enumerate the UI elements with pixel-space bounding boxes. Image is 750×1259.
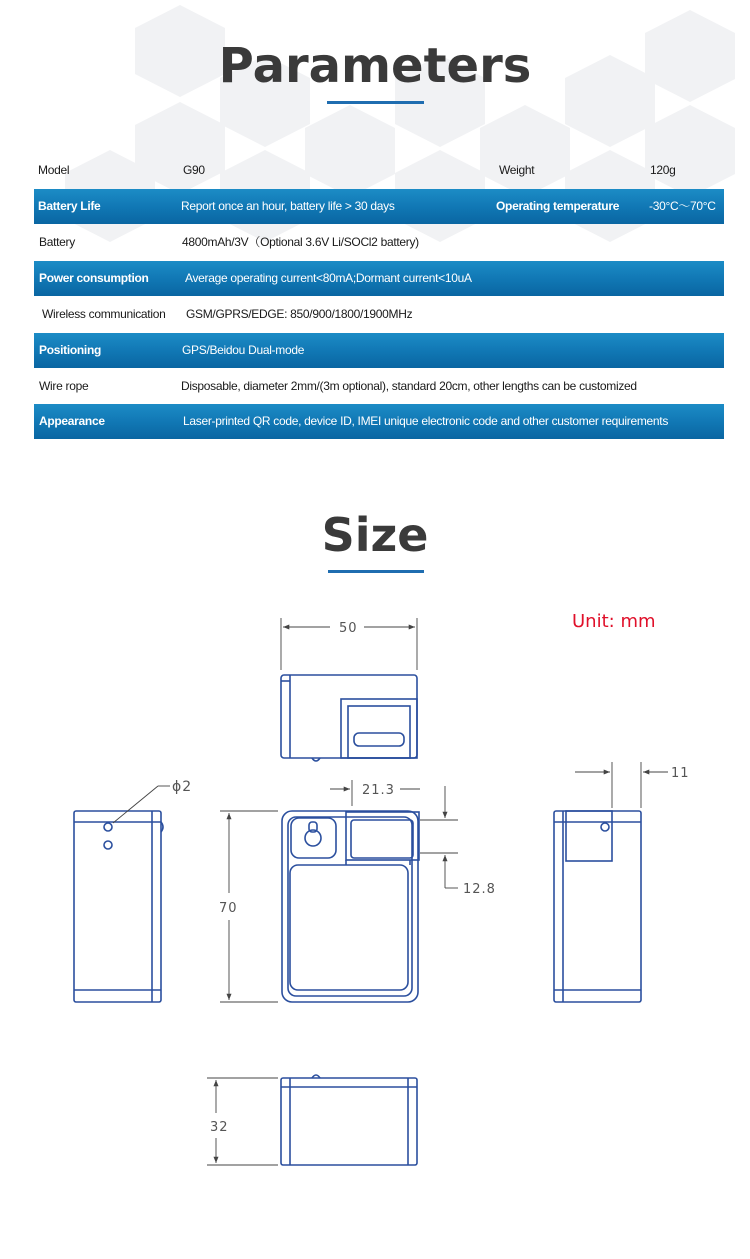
dim-height: 70 [219, 901, 238, 916]
param-label: Battery [39, 235, 75, 249]
front-view [282, 811, 419, 1002]
param-label: Battery Life [38, 199, 101, 213]
param-value: GPS/Beidou Dual-mode [182, 343, 305, 357]
param-label-2: Operating temperature [496, 199, 620, 213]
param-label: Wire rope [39, 379, 89, 393]
param-label: Model [38, 163, 70, 177]
param-value: 4800mAh/3V（Optional 3.6V Li/SOCl2 battery) [182, 235, 419, 249]
parameters-heading: Parameters [218, 38, 532, 94]
size-heading: Size [321, 508, 429, 562]
bottom-view [281, 1075, 417, 1165]
param-value: GSM/GPRS/EDGE: 850/900/1800/1900MHz [186, 307, 413, 321]
dim-slot-height: 12.8 [463, 882, 496, 897]
dim-slot-width: 21.3 [362, 783, 395, 798]
dim-slot-depth: 11 [671, 766, 690, 781]
param-label: Positioning [39, 343, 102, 357]
param-label: Appearance [39, 414, 105, 428]
param-value-2: 120g [650, 163, 676, 177]
dim-hole-diameter: ϕ2 [172, 779, 193, 795]
param-label-2: Weight [499, 163, 535, 177]
param-label: Wireless communication [42, 307, 166, 321]
param-value: Report once an hour, battery life > 30 days [181, 199, 395, 213]
dim-width: 50 [339, 621, 358, 636]
right-side-view [554, 811, 641, 1002]
top-view [281, 675, 417, 761]
param-value: G90 [183, 163, 205, 177]
left-side-view [74, 811, 163, 1002]
param-value: Disposable, diameter 2mm/(3m optional), standard 20cm, other lengths can be customized [181, 379, 637, 393]
param-value-2: -30°C～70°C [649, 199, 716, 213]
dim-thickness: 32 [210, 1120, 229, 1135]
param-value: Laser-printed QR code, device ID, IMEI unique electronic code and other customer requirements [183, 414, 669, 428]
param-label: Power consumption [39, 271, 149, 285]
unit-label: Unit: mm [572, 611, 656, 632]
param-value: Average operating current<80mA;Dormant current<10uA [185, 271, 472, 285]
